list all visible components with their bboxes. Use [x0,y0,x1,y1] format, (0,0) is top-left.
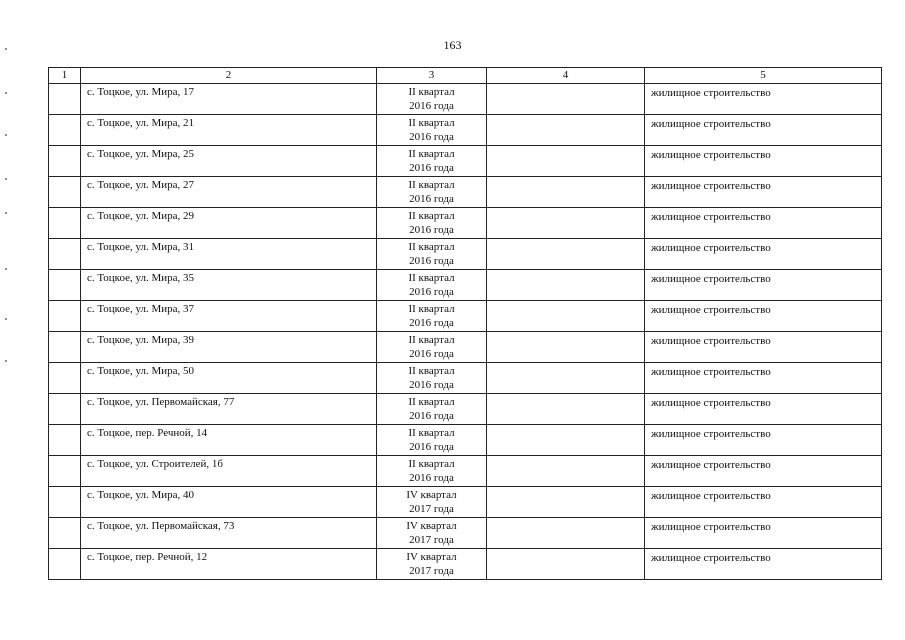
header-col-3: 3 [377,68,487,84]
row-number-cell [49,394,81,425]
table-row [49,487,882,518]
table-row [49,270,882,301]
column-4-cell [487,115,645,146]
row-number-cell [49,146,81,177]
period-cell [377,425,487,456]
purpose-cell: жилищное строительство [645,456,882,487]
row-number-cell [49,115,81,146]
table-row [49,208,882,239]
period-year: 2016 года [409,379,454,391]
period-cell [377,394,487,425]
period-year: 2016 года [409,224,454,236]
address-cell: с. Тоцкое, ул. Мира, 17 [81,84,377,115]
table-body [49,68,882,580]
row-number-cell [49,270,81,301]
table-row [49,456,882,487]
table-row [49,394,882,425]
address-cell: с. Тоцкое, ул. Мира, 31 [81,239,377,270]
address-cell: с. Тоцкое, ул. Мира, 50 [81,363,377,394]
purpose-cell: жилищное строительство [645,518,882,549]
period-cell [377,487,487,518]
period-quarter: II квартал [408,117,455,129]
period-quarter: II квартал [408,148,455,160]
table-row [49,115,882,146]
row-number-cell [49,177,81,208]
period-cell [377,115,487,146]
period-year: 2016 года [409,255,454,267]
column-4-cell [487,301,645,332]
purpose-cell: жилищное строительство [645,84,882,115]
period-quarter: II квартал [408,272,455,284]
period-quarter: IV квартал [406,489,457,501]
row-number-cell [49,487,81,518]
header-col-1: 1 [49,68,81,84]
column-4-cell [487,177,645,208]
row-number-cell [49,363,81,394]
column-4-cell [487,487,645,518]
row-number-cell [49,518,81,549]
address-cell: с. Тоцкое, ул. Мира, 21 [81,115,377,146]
period-cell [377,146,487,177]
period-year: 2017 года [409,503,454,515]
period-quarter: II квартал [408,210,455,222]
column-4-cell [487,239,645,270]
period-year: 2016 года [409,193,454,205]
header-col-4: 4 [487,68,645,84]
purpose-cell: жилищное строительство [645,301,882,332]
period-cell [377,270,487,301]
period-cell [377,301,487,332]
period-year: 2017 года [409,534,454,546]
address-cell: с. Тоцкое, пер. Речной, 14 [81,425,377,456]
period-cell [377,84,487,115]
column-4-cell [487,146,645,177]
period-quarter: II квартал [408,427,455,439]
period-year: 2016 года [409,100,454,112]
column-4-cell [487,518,645,549]
period-quarter: II квартал [408,458,455,470]
period-quarter: II квартал [408,365,455,377]
address-cell: с. Тоцкое, ул. Строителей, 1б [81,456,377,487]
address-cell: с. Тоцкое, ул. Первомайская, 77 [81,394,377,425]
purpose-cell: жилищное строительство [645,394,882,425]
row-number-cell [49,456,81,487]
table-row [49,177,882,208]
table-row [49,425,882,456]
purpose-cell: жилищное строительство [645,270,882,301]
period-cell [377,177,487,208]
address-cell: с. Тоцкое, ул. Мира, 25 [81,146,377,177]
period-quarter: II квартал [408,303,455,315]
address-cell: с. Тоцкое, ул. Мира, 40 [81,487,377,518]
table-row [49,549,882,580]
table-row [49,332,882,363]
column-4-cell [487,363,645,394]
purpose-cell: жилищное строительство [645,363,882,394]
period-cell [377,208,487,239]
row-number-cell [49,301,81,332]
purpose-cell: жилищное строительство [645,208,882,239]
period-cell [377,518,487,549]
column-4-cell [487,549,645,580]
period-year: 2016 года [409,286,454,298]
period-cell [377,549,487,580]
period-quarter: IV квартал [406,520,457,532]
period-year: 2016 года [409,162,454,174]
address-cell: с. Тоцкое, ул. Мира, 37 [81,301,377,332]
period-year: 2016 года [409,410,454,422]
address-cell: с. Тоцкое, ул. Мира, 39 [81,332,377,363]
purpose-cell: жилищное строительство [645,115,882,146]
column-4-cell [487,332,645,363]
column-4-cell [487,208,645,239]
period-cell [377,332,487,363]
land-plots-table [48,67,882,580]
header-col-2: 2 [81,68,377,84]
column-4-cell [487,84,645,115]
purpose-cell: жилищное строительство [645,549,882,580]
table-row [49,518,882,549]
header-col-5: 5 [645,68,882,84]
period-year: 2016 года [409,317,454,329]
table-row [49,301,882,332]
period-quarter: IV квартал [406,551,457,563]
row-number-cell [49,239,81,270]
purpose-cell: жилищное строительство [645,332,882,363]
row-number-cell [49,549,81,580]
column-4-cell [487,270,645,301]
row-number-cell [49,332,81,363]
table-row [49,363,882,394]
period-year: 2017 года [409,565,454,577]
period-quarter: II квартал [408,396,455,408]
column-4-cell [487,425,645,456]
row-number-cell [49,425,81,456]
purpose-cell: жилищное строительство [645,487,882,518]
purpose-cell: жилищное строительство [645,425,882,456]
period-cell [377,456,487,487]
address-cell: с. Тоцкое, ул. Первомайская, 73 [81,518,377,549]
address-cell: с. Тоцкое, ул. Мира, 29 [81,208,377,239]
row-number-cell [49,208,81,239]
period-quarter: II квартал [408,86,455,98]
purpose-cell: жилищное строительство [645,177,882,208]
row-number-cell [49,84,81,115]
period-year: 2016 года [409,131,454,143]
column-4-cell [487,456,645,487]
period-cell [377,239,487,270]
period-quarter: II квартал [408,179,455,191]
period-quarter: II квартал [408,334,455,346]
header-row [49,68,882,84]
table-row [49,146,882,177]
period-cell [377,363,487,394]
purpose-cell: жилищное строительство [645,146,882,177]
table-row [49,84,882,115]
period-quarter: II квартал [408,241,455,253]
period-year: 2016 года [409,472,454,484]
purpose-cell: жилищное строительство [645,239,882,270]
page-number: 163 [443,38,462,52]
period-year: 2016 года [409,441,454,453]
address-cell: с. Тоцкое, ул. Мира, 35 [81,270,377,301]
table-row [49,239,882,270]
period-year: 2016 года [409,348,454,360]
address-cell: с. Тоцкое, пер. Речной, 12 [81,549,377,580]
column-4-cell [487,394,645,425]
address-cell: с. Тоцкое, ул. Мира, 27 [81,177,377,208]
